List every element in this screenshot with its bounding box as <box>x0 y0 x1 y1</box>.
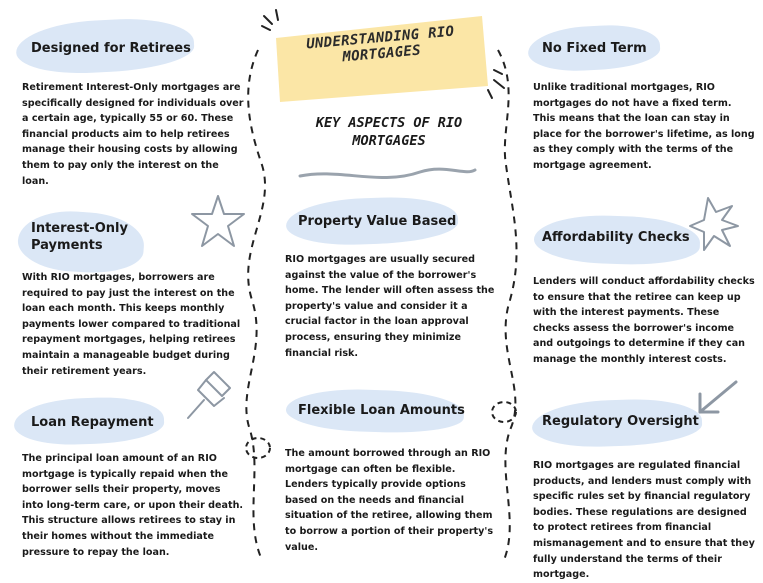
heading-no-fixed-term: No Fixed Term <box>542 41 647 56</box>
body-property-value-based: RIO mortgages are usually secured against the value of the borrower's home. The lender will often assess the property's value and consider it a crucial factor in the loan approval process, ensuring they minimize financial risk. <box>285 254 495 359</box>
right-loop <box>492 402 516 422</box>
right-dashed-line <box>498 50 517 560</box>
arrow-icon <box>700 382 736 412</box>
heading-interest-only-payments: Interest-Only Payments <box>31 221 128 253</box>
body-interest-only-payments: With RIO mortgages, borrowers are required to pay just the interest on the loan each month. This keeps monthly payments lower compared to traditional repayment mortgages, helping retirees maintain a manageable budget during their retirement years. <box>22 272 241 377</box>
heading-designed-for-retirees: Designed for Retirees <box>31 41 191 56</box>
wavy-underline <box>300 169 475 177</box>
left-dashed-line <box>246 50 265 560</box>
body-no-fixed-term: Unlike traditional mortgages, RIO mortgages do not have a fixed term. This means that the loan can stay in place for the borrower's lifetime, as long as they comply with the terms of the mortgage agreement. <box>533 82 755 171</box>
body-designed-for-retirees: Retirement Interest-Only mortgages are specifically designed for individuals over a certain age, typically 55 or 60. These financial products aim to help retirees manage their housing costs by allowing them to pay only the interest on the loan. <box>22 82 244 187</box>
star-icon <box>192 196 244 246</box>
body-affordability-checks: Lenders will conduct affordability checks to ensure that the retiree can keep up with the interest payments. These checks assess the borrower's income and outgoings to determine if they can manage the monthly interest costs. <box>533 276 755 365</box>
page-title: UNDERSTANDING RIO MORTGAGES <box>305 23 455 66</box>
heading-affordability-checks: Affordability Checks <box>542 230 690 245</box>
body-regulatory-oversight: RIO mortgages are regulated financial products, and lenders must comply with specific rules set by financial regulatory bodies. These regulations are designed to protect retirees from financial mismanagement and to ensure that they fully understand the terms of their mortgage. <box>533 460 755 581</box>
body-loan-repayment: The principal loan amount of an RIO mortgage is typically repaid when the borrower sells their property, moves into long-term care, or upon their death. This structure allows retirees to stay in their homes without the immediate pressure to repay the loan. <box>22 453 244 558</box>
left-loop <box>246 438 270 458</box>
heading-regulatory-oversight: Regulatory Oversight <box>542 414 699 429</box>
heading-property-value-based: Property Value Based <box>298 214 457 229</box>
heading-loan-repayment: Loan Repayment <box>31 415 154 430</box>
heading-flexible-loan-amounts: Flexible Loan Amounts <box>298 403 465 418</box>
page-subtitle: KEY ASPECTS OF RIO MORTGAGES <box>315 115 463 149</box>
body-flexible-loan-amounts: The amount borrowed through an RIO mortgage can often be flexible. Lenders typically provide options based on the needs and financial situation of the retiree, allowing them to borrow a portion of their property's value. <box>285 448 494 553</box>
